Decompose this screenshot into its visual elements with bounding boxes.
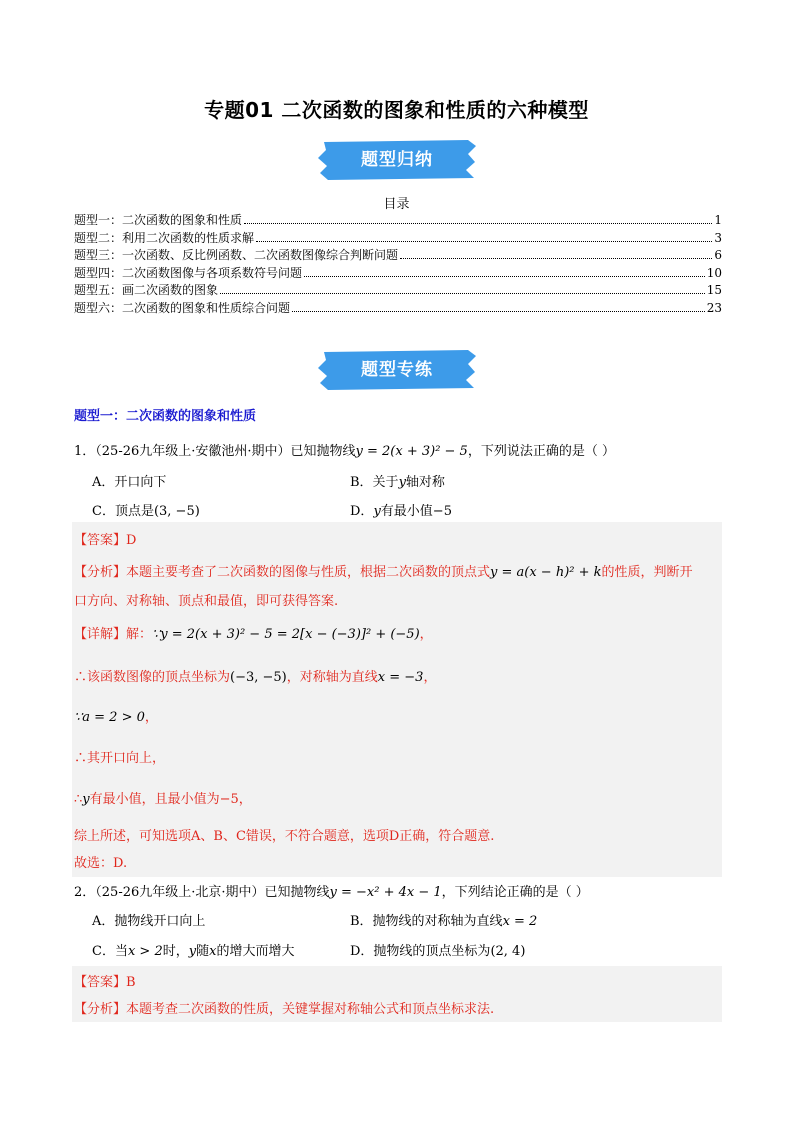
q1-option-a-text: A．开口向下 [92, 475, 167, 490]
toc-item[interactable] [74, 265, 722, 283]
toc-item-label: 题型一：二次函数的图象和性质 [74, 213, 243, 227]
q1-option-c-pre: C．顶点是 [92, 504, 154, 519]
banner-summary-label: 题型归纳 [361, 150, 433, 170]
toc-item[interactable] [74, 247, 722, 265]
q2-option-c-mid2: 随 [196, 944, 210, 959]
q1-answer: 【答案】D [74, 533, 137, 548]
q1-step4-post: 有最小值，且最小值为−5， [89, 792, 252, 807]
toc-heading: 目录 [383, 197, 410, 212]
section-heading: 题型一：二次函数的图象和性质 [74, 409, 257, 424]
question-2-stem [74, 881, 589, 900]
q2-option-c-math3: x [209, 944, 217, 959]
q2-option-b[interactable] [350, 910, 537, 929]
q1-option-d-pre: D． [350, 504, 374, 519]
q1-step-6: 故选：D. [74, 856, 128, 871]
q2-option-a-text: A．抛物线开口向上 [92, 914, 206, 929]
q1-step1-pre: ∴该函数图像的顶点坐标为 [74, 670, 231, 685]
q2-stem-formula: y = −x² + 4x − 1 [329, 885, 442, 900]
q1-step-5: 综上所述，可知选项A、B、C错误，不符合题意，选项D正确，符合题意. [74, 829, 495, 844]
toc-item-page: 23 [706, 300, 722, 315]
q1-step-1 [74, 666, 436, 685]
q2-option-c-pre: C．当 [92, 944, 128, 959]
q1-stem-suffix: ，下列说法正确的是（ ） [467, 444, 615, 459]
q1-option-b-math: y [398, 475, 406, 490]
toc-item-label: 题型四：二次函数图像与各项系数符号问题 [74, 265, 303, 280]
q1-stem-prefix: 1．（25-26九年级上·安徽池州·期中）已知抛物线 [74, 444, 356, 459]
q1-analysis-line2: 口方向、对称轴、顶点和最值，即可获得答案. [74, 594, 339, 609]
q1-detail-pre: 【详解】解： [74, 627, 153, 642]
q1-option-d-math: y [373, 504, 381, 519]
toc-item-label: 题型六：二次函数的图象和性质综合问题 [74, 300, 291, 315]
q1-option-d-post: 有最小值−5 [380, 504, 452, 519]
toc-item-label: 题型二：利用二次函数的性质求解 [74, 230, 255, 245]
q1-analysis-pre: 【分析】本题主要考查了二次函数的图像与性质，根据二次函数的顶点式 [74, 565, 491, 580]
page-title: 专题01 二次函数的图象和性质的六种模型 [204, 98, 589, 122]
q1-option-c[interactable] [92, 500, 200, 519]
q2-option-c-mid: 时， [162, 944, 189, 959]
q2-option-b-math: x = 2 [502, 914, 538, 929]
q1-step2-post: ， [144, 710, 158, 725]
banner-practice [318, 350, 476, 390]
toc-item[interactable] [74, 300, 722, 318]
question-1-stem [74, 440, 615, 459]
toc-item-page: 15 [706, 283, 722, 297]
q2-answer: 【答案】B [74, 975, 136, 990]
q1-step-3: ∴其开口向上， [74, 751, 166, 766]
q2-option-d[interactable] [350, 940, 525, 959]
q1-detail-post: ， [419, 627, 433, 642]
q1-step-4 [74, 788, 252, 807]
q2-option-b-pre: B．抛物线的对称轴为直线 [350, 914, 503, 929]
q1-analysis [74, 561, 722, 580]
q1-step2-math: ∵a = 2 > 0 [74, 710, 145, 725]
q2-option-c-post: 的增大而增大 [216, 944, 295, 959]
q2-option-a[interactable] [92, 910, 205, 929]
q1-step1-math2: x = −3 [377, 670, 424, 685]
q1-step1-post: ， [423, 670, 437, 685]
q1-option-b[interactable] [350, 471, 445, 490]
q1-option-b-pre: B．关于 [350, 475, 399, 490]
q1-detail [74, 623, 433, 642]
q2-stem-prefix: 2．（25-26九年级上·北京·期中）已知抛物线 [74, 885, 330, 900]
q2-option-c-math: x > 2 [127, 944, 163, 959]
q1-option-b-post: 轴对称 [405, 475, 445, 490]
q1-analysis-formula: y = a(x − h)² + k [490, 565, 602, 580]
toc-item[interactable] [74, 212, 722, 230]
q2-option-d-math: (2, 4) [490, 944, 526, 959]
q1-step4-math: y [82, 792, 90, 807]
q1-stem-formula: y = 2(x + 3)² − 5 [355, 444, 468, 459]
q2-analysis: 【分析】本题考查二次函数的性质，关键掌握对称轴公式和顶点坐标求法. [74, 1002, 495, 1017]
q2-option-c-math2: y [188, 944, 197, 959]
toc-item-label: 题型五：画二次函数的图象 [74, 283, 219, 297]
q1-analysis-post: 的性质，判断开 [601, 565, 693, 580]
q1-step1-mid: ，对称轴为直线 [286, 670, 378, 685]
toc-item-page: 6 [714, 248, 722, 262]
q1-option-a[interactable] [92, 471, 166, 490]
q2-option-c[interactable] [92, 940, 294, 959]
toc-item-label: 题型三：一次函数、反比例函数、二次函数图像综合判断问题 [74, 248, 399, 262]
toc-item[interactable] [74, 282, 722, 300]
q1-step-2 [74, 706, 158, 725]
toc-item-page: 3 [714, 230, 722, 245]
banner-practice-label: 题型专练 [361, 360, 433, 380]
toc-item-page: 1 [714, 213, 722, 227]
toc-item[interactable] [74, 230, 722, 248]
q1-detail-formula: ∵y = 2(x + 3)² − 5 = 2[x − (−3)]² + (−5) [152, 627, 420, 642]
banner-summary [318, 140, 476, 180]
q1-step4-pre: ∴ [74, 792, 83, 807]
q1-step1-math: (−3, −5) [230, 670, 287, 685]
q2-option-d-pre: D．抛物线的顶点坐标为 [350, 944, 491, 959]
table-of-contents [74, 212, 722, 317]
q1-option-d[interactable] [350, 500, 452, 519]
q1-option-c-math: (3, −5) [153, 504, 200, 519]
toc-item-page: 10 [706, 265, 722, 280]
q2-stem-suffix: ，下列结论正确的是（ ） [441, 885, 589, 900]
